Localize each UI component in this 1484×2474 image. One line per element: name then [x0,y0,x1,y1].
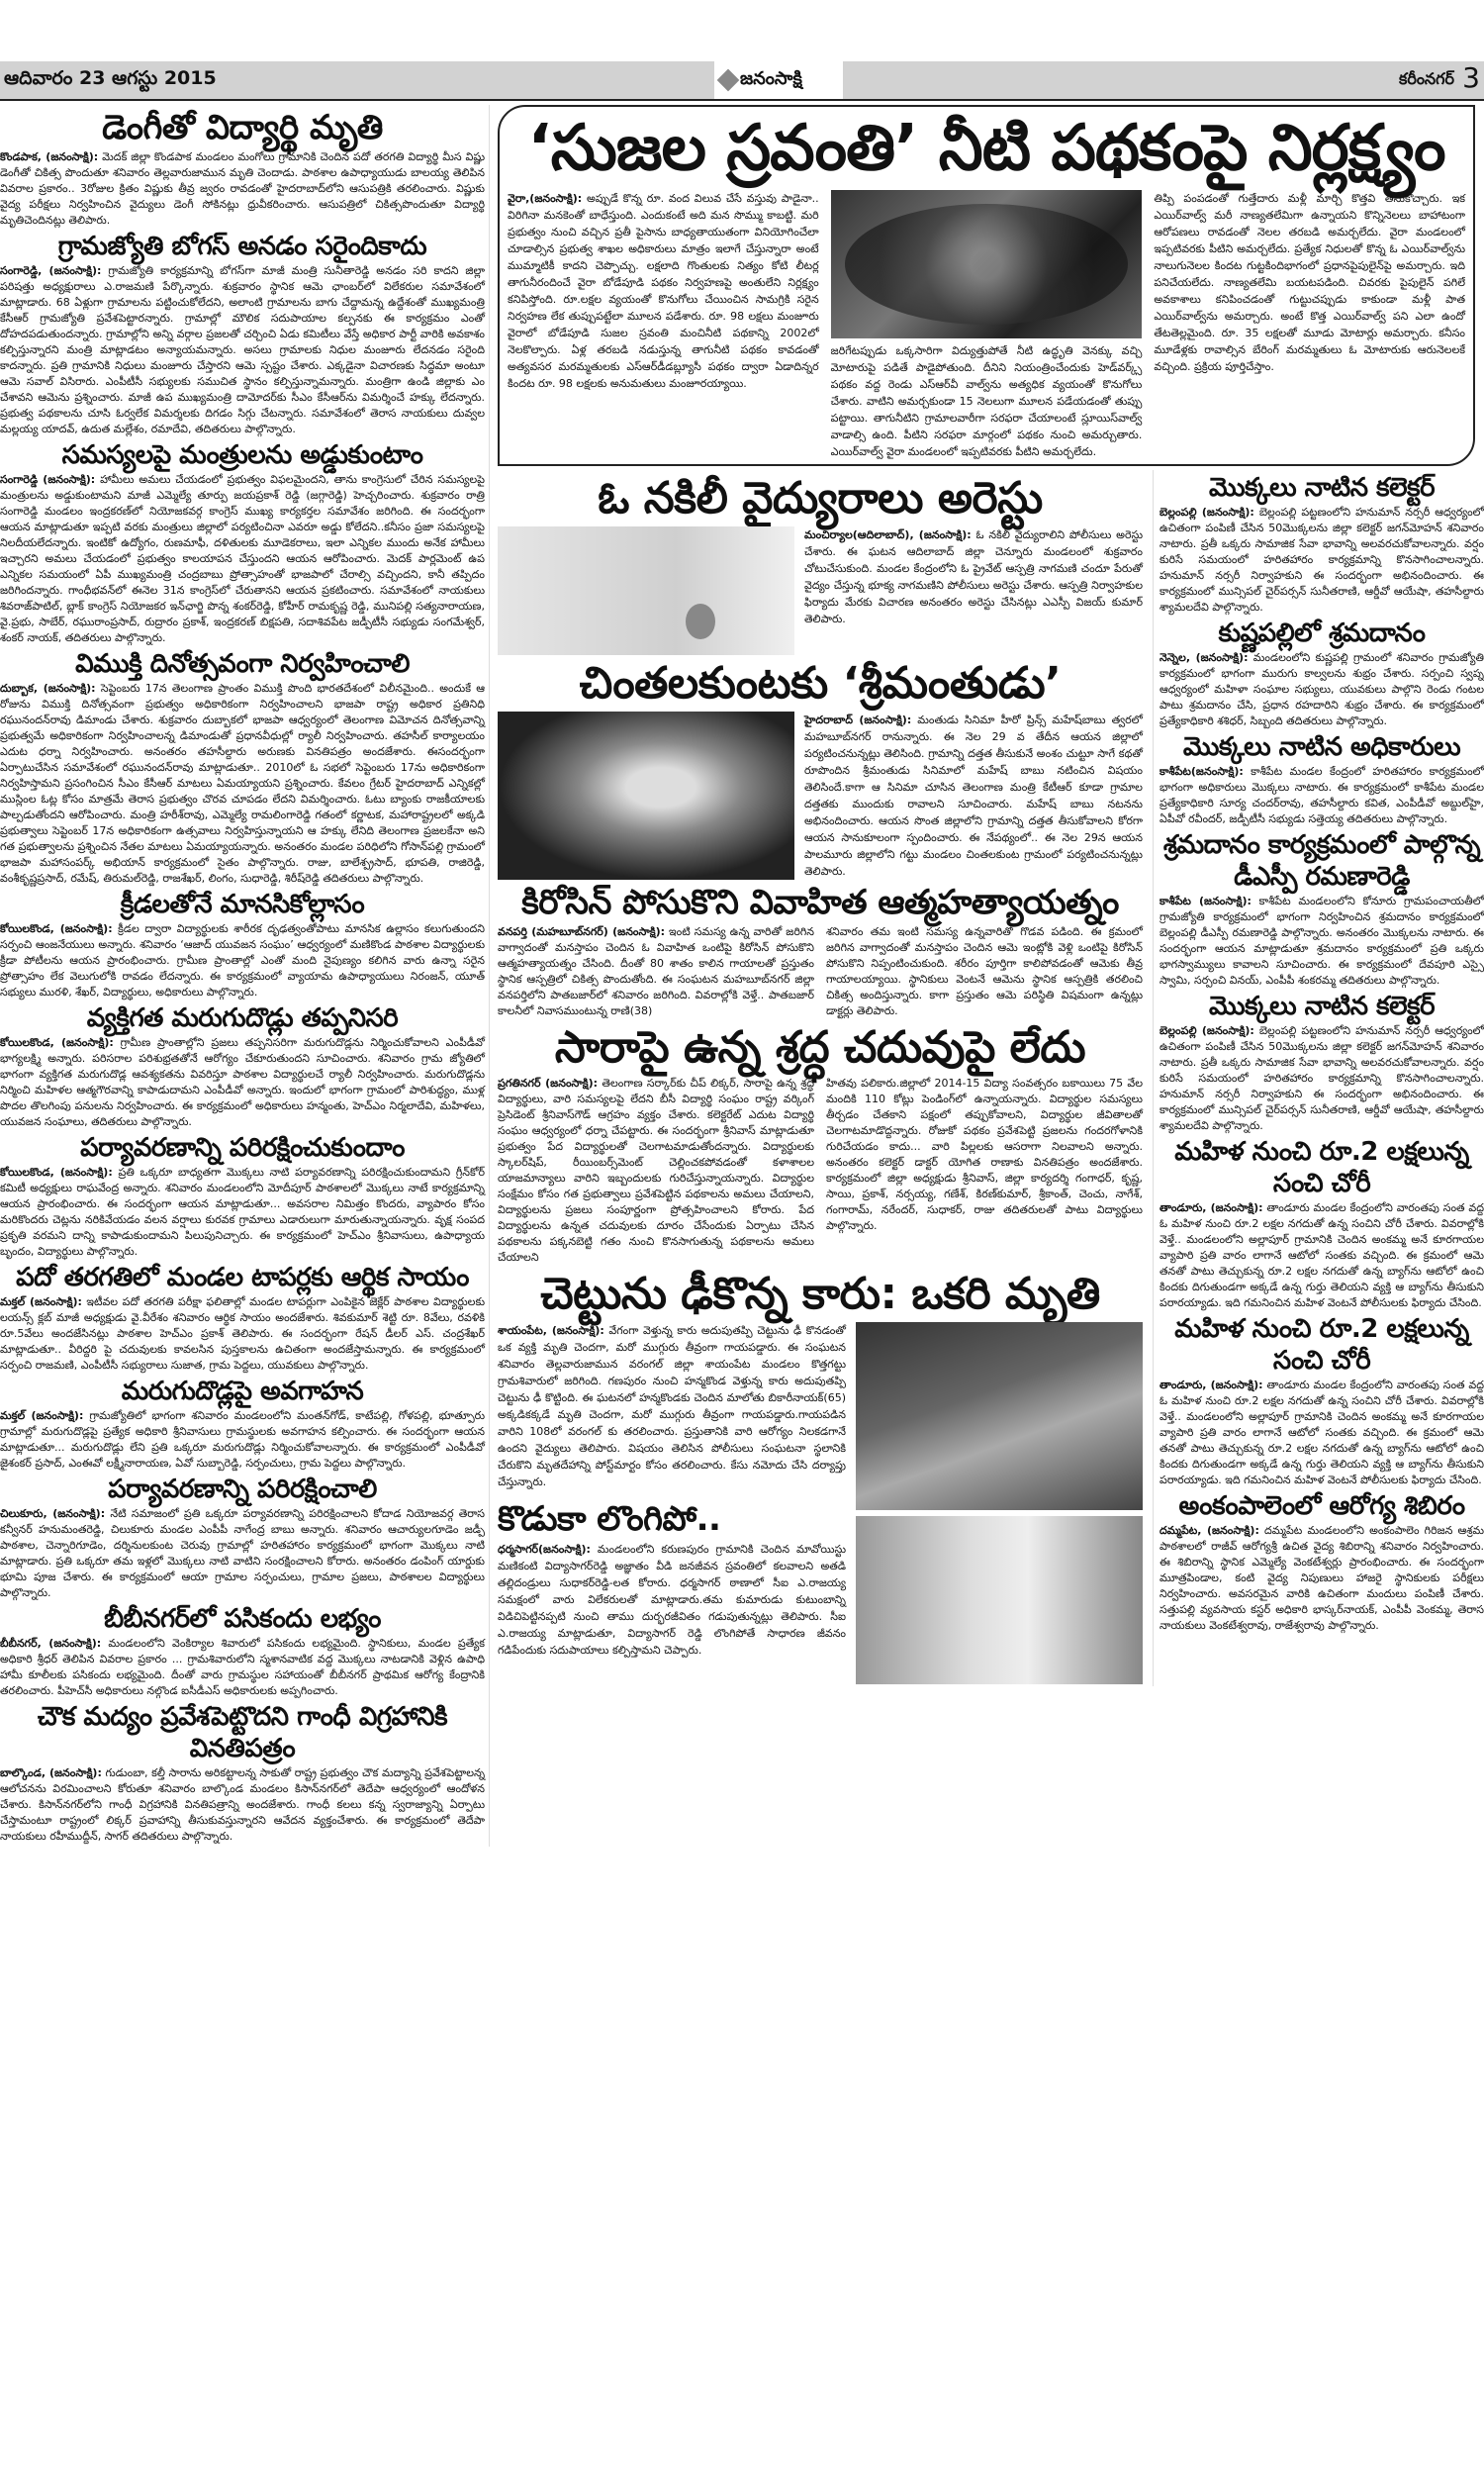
story-headline: డెంగీతో విద్యార్థి మృతి [102,108,383,147]
story-headline: సమస్యలపై మంత్రులను అడ్డుకుంటాం [61,440,423,470]
lead-text-2: జరిగేటప్పుడు ఒక్కసారిగా విద్యుత్తుపోతే నీటి ఉద్ధృతి వెనక్కు వచ్చి మోటారుపై పడితే పాడైపోతుంది. దీనిని నియంత్రించేందుకు హెడ్‌వర్క్స్ పథకం వద్ద రెండు ఎస్‌ఆర్‌వీ వాల్వ్‌ను అత్యధిక వ్యయంతో కొనుగోలు చేశారు. వాటిని అమర్చకుండా 15 నెలలుగా మూలన పడేయడంతో తుప్పు పట్టాయి. తాగునీటిని గ్రామాలవారీగా సరఫరా చేయాలంటే స్లూయిస్‌వాల్వ్ వాడాల్సి ఉంది. పీటిని సరఫరా మార్గంలో పథకం నుంచి అమర్చుతారు. ఎయిర్‌వాల్వ్ వైరా మండలంలో ఇప్పటివరకు పీటిని అమర్చలేదు. [830,344,1143,458]
story-body [1159,1378,1484,1488]
story-dateline: మక్తల్ (జనంసాక్షి): [0,1295,82,1308]
story-headline: కిరోసిన్ పోసుకొని వివాహిత ఆత్మహత్యాయత్నం [521,883,1119,922]
story-body [0,681,485,887]
story-headline: మొక్కలు నాటిన కలెక్టర్ [1208,473,1436,503]
issue-date: ఆదివారం 23 ఆగస్టు 2015 [4,67,217,89]
story-body [0,1765,485,1845]
logo-text: జనంసాక్షి [740,67,802,89]
story-body [804,712,1143,880]
story-text: హామీలు అమలు చేయడంలో ప్రభుత్వం విఫలమైందని, తాను కాంగ్రెసులో చేరిన సమస్యలపై మంత్రులను అడ్డుకుంటామని మాజీ ఎమ్మెల్యే తూర్పు జయప్రకాశ్ రెడ్డి (జగ్గారెడ్డి) హెచ్చరించారు. శుక్రవారం రాత్రి సంగారెడ్డి మండలం ఇంద్రకరణ్‌లో నియోజకవర్గ కాంగ్రెస్ ముఖ్య కార్యకర్తల సమావేశం జరిగింది. ఈ సందర్భంగా ఆయన మాట్లాడుతూ ఇప్పటి వరకు మంత్రులు జిల్లాలో పర్యటించినా ఎవరూ అడ్డు కోలేదని..కనీసం ప్రజా సమస్యలపై నిలదీయలేదన్నారు. ఇంటికో ఉద్యోగం, రుణమాఫీ, దళితులకు మూడెకరాలు, ఇలా ఎన్నికల ముందు అనేక హామీలు ఇచ్చారని అమలు చేయడంలో ప్రభుత్వం కాలయాపన చేస్తుందని ఆయన ఆరోపించారు. మెదక్ పార్లమెంట్ ఉప ఎన్నికల సమయంలో ఏపీ ముఖ్యమంత్రి చంద్రబాబు ప్రోత్సాహంతో భాజపాలో చేరాల్సి వచ్చిందని, కానీ తప్పిదం జరిగిందన్నారు. గాంధీభవన్‌లో ఈనెల 31న కాంగ్రెస్‌లో చేరుతానని ఆయన ప్రకటించారు. సమావేశంలో నాయకులు శివరాజ్‌పాటిల్, బ్లాక్ కాంగ్రెస్ నియోజకర ఇన్‌ఛార్జి పొన్న శంకర్‌రెడ్డి, కోహీర్ రామకృష్ణ రెడ్డి, మునిపల్లి సత్యనారాయణ, వై.ప్రభు, సాబేర్, రఘురాంప్రసాద్, రుద్రారం ప్రకాశ్, ఇంద్రకరణ్ బిక్షపతి, సదాశివపేట జడ్పీటీసీ సభ్యుడు సంగమేశ్వర్, శంకర్ నాయక్, తదితరులు పాల్గొన్నారు. [0,473,485,644]
story [1159,618,1484,729]
story-dateline: కాశీపేట (జనంసాక్షి): [1159,895,1252,907]
story-body [498,1322,846,1684]
story-dateline: తాండూరు, (జనంసాక్షి): [1159,1379,1263,1391]
story [0,1376,485,1472]
actor-portrait-photo [498,712,794,880]
story-text: దమ్మపేట మండలంలోని అంకంపాలెం గిరిజన ఆశ్రమ పాఠశాలలో రాజీవ్ ఆరోగ్యశ్రీ ఉచిత వైద్య శిబిరాన్ని శనివారం నిర్వహించారు. ఈ శిబిరాన్ని స్థానిక ఎమ్మెల్యే వెంకటేశ్వర్లు ప్రారంభించారు. ఈ సందర్భంగా మూత్రపిండాల, కంటి వైద్య నిపుణులు హాజరై స్థానికులకు పరీక్షలు నిర్వహించారు. అవసరమైన వారికి ఉచితంగా మందులు పంపిణీ చేశారు. సత్తుపల్లి వ్యవసాయ కస్టర్ అధికారి భాస్కర్‌నాయక్, ఎంపీపీ వెంకమ్మ, తెరాస నాయకులు వెంకటేశ్వరావు, రాజేశ్వరావు పాల్గొన్నారు. [1159,1524,1484,1632]
story-dateline: బీబీనగర్, (జనంసాక్షి): [0,1637,102,1650]
story [0,1262,485,1374]
story-srimanthudu [498,657,1143,880]
story [0,889,485,1000]
lead-story [498,105,1475,466]
story-body [0,921,485,1000]
lead-column-1 [508,190,819,460]
story [0,1603,485,1699]
story-headline: ఓ నకిలీ వైద్యురాలు అరెస్టు [598,473,1043,523]
story-dateline: కాశీపేట(జనంసాక్షి): [1159,765,1244,778]
logo-map-icon [717,69,740,92]
edition-name: కరీంనగర్ [1398,69,1454,88]
story-dateline: బెల్లంపల్లి (జనంసాక్షి): [1159,1024,1254,1037]
story-dateline: వనపర్తి (మహబూబ్‌నగర్) (జనంసాక్షి): [498,925,666,938]
story-fake-doctor [498,472,1143,655]
story-headline: కొడుకా లొంగిపో.. [498,1499,721,1539]
story-text: క్రీడల ద్వారా విద్యార్థులకు శారీరక దృఢత్వంతోపాటు మానసిక ఉల్లాసం కలుగుతుందని సర్పంచి ఆంజనేయులు అన్నారు. శనివారం ‘ఆజాద్ యువజన సంఘం’ ఆధ్వర్యంలో మణికొండ పాఠశాల విద్యార్థులకు క్రీడా పోటీలను ఆయన ప్రారంభించారు. గ్రామీణ ప్రాంతాల్లో ఎంతో మంది నైపుణ్యం కలిగిన వారు ఉన్నా సరైన ప్రోత్సాహం లేక వెలుగులోకి రావడం లేదన్నారు. ఈ కార్యక్రమంలో వ్యాయామ ఉపాధ్యాయులు నిరంజన్, యూత్ సభ్యులు మురళి, శేఖర్, విద్యార్థులు, అధికారులు పాల్గొన్నారు. [0,922,486,999]
left-column [0,105,490,1847]
story-text: తాండూరు మండల కేంద్రంలోని వారంతపు సంత వద్ద ఓ మహిళ నుంచి రూ.2 లక్షల నగదుతో ఉన్న సంచిని చోరీ చేశారు. వివరాల్లోకి వెళ్తే.. మండలంలోని అల్లాపూర్ గ్రామానికి చెందిన అంకమ్మ అనే కూరగాయల వ్యాపారి ప్రతి వారం లాగానే ఆటోలో సంతకు వచ్చింది. ఈ క్రమంలో ఆమె తనతో పాటు తెచ్చుకున్న రూ.2 లక్షల నగదుతో ఉన్న బ్యాగ్‌ను ఆటోలో ఉంచి కిందకు దిగుతుండగా అక్కడే ఉన్న గుర్తు తెలియని వ్యక్తి ఆ బ్యాగ్‌ను తీసుకుని పరారయ్యాడు. ఇది గమనించిన మహిళ వెంటనే పోలీసులకు ఫిర్యాదు చేసింది. [1159,1201,1484,1309]
story-text: గ్రామీణ ప్రాంతాల్లోని ప్రజలు తప్పనిసరిగా మరుగుదొడ్లను నిర్మించుకోవాలని ఎంపీడీవో భాగ్యలక్ష్మి అన్నారు. పరిసరాల పరిశుభ్రతతోనే ఆరోగ్యం చేకూరుతుందని సూచించారు. శనివారం గ్రామ జ్యోతిలో భాగంగా వ్యక్తిగత మరుగుదొడ్ల ఆవశ్యకతను వివరిస్తూ పాఠశాల విద్యార్థులచే ర్యాలీ నిర్వహించారు. మరుగుదొడ్లను నిర్మించి మహిళల ఆత్మగౌరవాన్ని కాపాడుదామని ఎంపీడీవో అన్నారు. ఇందులో భాగంగా గ్రామంలో పారిశుద్ధ్యం, ముళ్ల పొదల తొలగింపు పనులను నిర్వహించారు. ఈ కార్యక్రమంలో అధికారులు హన్మంతు, హెచ్‌ఎం నిర్మలాదేవి, మహిళలు, యువజన సంఘాలు, తదితరులు పాల్గొన్నారు. [0,1036,486,1128]
lead-text-1: అప్పుడే కొన్న రూ. వంద విలువ చేసే వస్తువు పాడైనా.. విరిగినా మనకెంతో బాధేస్తుంది. ఎందుకంటే అది మన సొమ్ము కాబట్టి. మరి ప్రభుత్వం నుంచి వచ్చిన ప్రతీ పైసాను బాధ్యతాయుతంగా వినియోగించేలా చూడాల్సిన ప్రభుత్వ శాఖల అధికారులు మాత్రం ఇలాగే చేస్తున్నారా అంటే ముమ్మాటికీ కాదని చెప్పొచ్చు. లక్షలాది గొంతులకు నిత్యం కోటి లీటర్ల తాగునీరందించే వైరా బోడేపూడి పథకం నిర్వహణపై అంతులేని నిర్లక్ష్యం కనిపిస్తోంది. రూ.లక్షల వ్యయంతో కొనుగోలు చేయించిన సామగ్రికి సరైన నిర్వహణ లేక తుప్పుపట్టేలా మూలన పడేశారు. రూ. 98 లక్షలు మంజూరు వైరాలో బోడేపూడి సుజల స్రవంతి మంచినీటి పథకాన్ని 2002లో నెలకొల్పారు. ఏళ్ల తరబడి నడుస్తున్న తాగునీటి పథకం కావడంతో అత్యవసర మరమ్మతులకు ఎస్‌ఆర్‌డీడబ్ల్యూసీ పథకం ద్వారా ఏడాదిన్నర కిందట రూ. 98 లక్షలకు అనుమతులు మంజూరయ్యాయి. [508,192,819,390]
story-text: తాండూరు మండల కేంద్రంలోని వారంతపు సంత వద్ద ఓ మహిళ నుంచి రూ.2 లక్షల నగదుతో ఉన్న సంచిని చోరీ చేశారు. వివరాల్లోకి వెళ్తే.. మండలంలోని అల్లాపూర్ గ్రామానికి చెందిన అంకమ్మ అనే కూరగాయల వ్యాపారి ప్రతి వారం లాగానే ఆటోలో సంతకు వచ్చింది. ఈ క్రమంలో ఆమె తనతో పాటు తెచ్చుకున్న రూ.2 లక్షల నగదుతో ఉన్న బ్యాగ్‌ను ఆటోలో ఉంచి కిందకు దిగుతుండగా అక్కడే ఉన్న గుర్తు తెలియని వ్యక్తి ఆ బ్యాగ్‌ను తీసుకుని పరారయ్యాడు. ఇది గమనించిన మహిళ వెంటనే పోలీసులకు ఫిర్యాదు చేసింది. [1159,1379,1484,1486]
story-kerosene [498,882,1143,1019]
story-dateline: బెల్లంపల్లి (జనంసాక్షి): [1159,506,1254,519]
story [0,107,485,229]
story-text: మండలంలోని వెంకిర్యాల శివారులో పసికందు లభ్యమైంది. స్థానికులు, మండల ప్రత్యేక అధికారి శ్రీధర్ తెలిపిన వివరాల ప్రకారం ... గ్రామశివారులోని స్మశానవాటిక వద్ద మొక్కలు నాటడానికి వెళ్లిన ఉపాధి హామీ కూలీలకు పసికందు లభ్యమైంది. దీంతో వారు గ్రామస్థుల సహాయంతో బీబీనగర్ ప్రాథమిక ఆరోగ్య కేంద్రానికి తరలించారు. పీహెచ్‌సీ అధికారులు నల్గొండ ఐసీడీఎస్ అధికారులకు అప్పగించారు. [0,1637,485,1697]
family-photo [856,1516,1143,1684]
right-area [498,105,1484,1847]
story-headline: చౌక మద్యం ప్రవేశపెట్టొదని గాంధీ విగ్రహానికి వినతిపత్రం [37,1702,448,1763]
story-dateline: శాయంపేట, (జనంసాక్షి): [498,1324,604,1337]
doctor-stethoscope-photo [498,526,794,655]
story-headline: మొక్కలు నాటిన అధికారులు [1182,732,1461,762]
story-headline: మహిళ నుంచి రూ.2 లక్షలున్న సంచి చోరీ [1174,1137,1469,1198]
lead-dateline: వైరా,(జనంసాక్షి): [508,192,583,205]
page-grid [0,105,1484,1847]
story-text: ఇంటి సమస్య ఉన్న వారితో జరిగిన వాగ్వాదంతో మనస్తాపం చెందిన ఓ వివాహిత ఒంటిపై కిరోసిన్ పోసుకొని ఆత్మహత్యాయత్నం చేసింది. దీంతో 80 శాతం కాలిన గాయాలతో ప్రస్తుతం స్థానిక ఆస్పత్రిలో చికిత్స పొందుతోంది. ఈ సంఘటన మహబూబ్‌నగర్ జిల్లా వనపర్తిలోని పాతబజార్‌లో శనివారం జరిగింది. వివరాల్లోకి వెళ్తే.. పాతబజార్ కాలనీలో నివాసముంటున్న రాణి(38) [498,925,815,1017]
story-body [1159,894,1484,989]
story-headline: క్రీడలతోనే మానసికోల్లాసం [120,890,365,919]
lead-text-3: తిప్పి పంపడంతో గుత్తేదారు మళ్లీ మార్చి కొత్తవి తీసుకొచ్చారు. ఇక ఎయిర్‌వాల్వ్ మరీ నాణ్యతలేమిగా ఉన్నాయని కొన్నినెలలు బాహాటంగా ఆరోపణలు రావడంతో నెలల తరబడి అమర్చలేదు. వైరా మండలంలో ఇప్పటివరకు పీటిని అమర్చలేదు. ప్రత్యేక నిధులతో కొన్న ఓ ఎయిర్‌వాల్వ్‌ను నాలుగునెలల కిందట గుట్టకిందిభాగంలో ప్రధానపైపులైన్‌పై అమర్చారు. ఇది పనిచేయలేదు. నాణ్యతలేమి బయటపడింది. చివరకు పైపులైన్ పగిలే అవకాశాలు కనిపించడంతో గుట్టుచప్పుడు కాకుండా మళ్లీ పాత ఎయిర్‌వాల్వ్‌ను అమర్చారు. అంటే కొత్త ఎయిర్‌వాల్వ్ పని ఎలా ఉందో తేటతెల్లమైంది. రూ. 35 లక్షలతో మూడు మోటార్లు అమర్చారు. కనీసం మూడేళ్లకు రావాల్సిన బేరింగ్ మరమ్మతులు ఓ మోటారుకు ఆరునెలలకే వచ్చింది. ప్రక్రియ పూర్తిచేస్తాం. [1154,192,1466,373]
story-text: మండలంలోని కుష్ణపల్లి గ్రామంలో శనివారం గ్రామజ్యోతి కార్యక్రమంలో భాగంగా మురుగు కాల్వలను శుభ్రం చేశారు. సర్పంచి స్వప్న ఆధ్వర్యంలో మహిళా సంఘాల సభ్యులు, యువకులు పాల్గొని రెండు గంటల పాటు శ్రమదానం చేసి, ప్రధాన రహదారిని శుభ్రం చేశారు. ఈ కార్యక్రమంలో ప్రత్యేకాధికారి శశిధర్, సిబ్బంది తదితరులు పాల్గొన్నారు. [1159,651,1484,727]
lead-column-2 [831,190,1143,460]
story [1159,472,1484,616]
story-headline: సారాపై ఉన్న శ్రద్ధ చదువుపై లేదు [554,1022,1086,1073]
story-headline: గ్రామజ్యోతి బోగస్ అనడం సరైందికాదు [57,232,427,261]
story [1159,1136,1484,1311]
story-dateline: సంగారెడ్డి, (జనంసాక్షి): [0,264,102,277]
story-body [0,1294,485,1374]
story-dateline: ప్రగతినగర్ (జనంసాక్షి): [498,1077,599,1090]
story-headline: కుష్ణపల్లిలో శ్రమదానం [1218,618,1426,648]
story-body [0,1035,485,1130]
story-body [0,472,485,646]
story-headline: వ్యక్తిగత మరుగుదొడ్లు తప్పనిసరి [86,1003,399,1033]
story-text: మంతుడు సినిమా హీరో ప్రిన్స్ మహేష్‌బాబు త్వరలో మహబూబ్‌నగర్ రానున్నారు. ఈ నెల 29 వ తేదీన ఆయన జిల్లాలో పర్యటించనున్నట్లు తెలిసింది. గ్రామాన్ని దత్తత తీసుకునే అంశం చుట్టూ సాగే కథతో రూపొందిన శ్రీమంతుడు సినిమాలో మహేష్ బాబు నటించిన విషయం తెలిసిందే.కాగా ఆ సినిమా చూసిన తెలంగాణ మంత్రి కేటీఆర్ కూడా గ్రామాల దత్తతకు ముందుకు రావాలని సూచించారు. మహేష్ బాబు నటనను అభినందించారు. ఆయన సొంత జిల్లాలోని గ్రామాన్ని దత్తత తీసుకోవాలని కోరగా ఆయన సానుకూలంగా స్పందించారు. ఈ నేపథ్యంలో.. ఈ నెల 29న ఆయన పాలమూరు జిల్లాలోని గట్టు మండలం చింతలకుంట గ్రామంలో పర్యటించనున్నట్లు తెలిపారు. [804,714,1144,878]
story-headline: శ్రమదానం కార్యక్రమంలో పాల్గొన్న డీఎస్పీ రమణారెడ్డి [1162,830,1481,892]
story [0,439,485,646]
story-body [1159,1200,1484,1311]
story-text: మండలంలోని కరుణపురం గ్రామానికి చెందిన మావోయిస్టు మణికంటి విద్యాసాగర్‌రెడ్డి అజ్ఞాతం వీడి జనజీవన స్రవంతిలో కలవాలని అతడి తల్లిదండ్రులు సుధాకర్‌రెడ్డి-లత కోరారు. ధర్మసాగర్ ఠాణాలో సీఐ ఎ.రాజయ్య సమక్షంలో వారు విలేకరులతో మాట్లాడారు.తమ కుమారుడు కుటుంబాన్ని విడిచిపెట్టినప్పటి నుంచి తాము దుర్భరజీవితం గడుపుతున్నట్లు తెలిపారు. సీఐ ఎ.రాజయ్య మాట్లాడుతూ, విద్యాసాగర్ రెడ్డి లొంగిపోతే సాధారణ జీవనం గడిపేందుకు సదుపాయాలు కల్పిస్తామని చెప్పారు. [498,1543,847,1657]
story-dateline: మక్తల్ (జనంసాక్షి): [0,1409,84,1422]
story-dateline: హైదరాబాద్ (జనంసాక్షి): [804,714,912,726]
story-text: మెదక్ జిల్లా కొండపాక మండలం మంగోలు గ్రామానికి చెందిన పదో తరగతి విద్యార్థి మీస విష్ణు డెంగీతో చికిత్స పొందుతూ శనివారం తెల్లవారుజామున మృతి చెందాడు. పాఠశాల ఉపాధ్యాయుడు బాలయ్య తెలిపిన వివరాల ప్రకారం.. 3రోజుల క్రితం విష్ణుకు తీవ్ర జ్వరం రావడంతో హైదరాబాద్‌లోని ఆసుపత్రికి తరలించారు. విష్ణుకు వైద్య పరీక్షలు నిర్వహించిన వైద్యులు డెంగీ సోకినట్లు ధ్రువీకరించారు. ఆసుపత్రిలో చికిత్సపొందుతూ విద్యార్థి మృతిచెందినట్లు తెలిపారు. [0,150,485,227]
story [1159,731,1484,827]
story [0,1132,485,1260]
story-headline: మరుగుదొడ్లపై అవగాహన [121,1377,364,1406]
story-text: గ్రామజ్యోతిలో భాగంగా శనివారం మండలంలోని మంతన్‌గోడ్, కాటేపల్లి, గోళపల్లి, భూత్పూరు గ్రామాల్లో మరుగుదొడ్లపై ప్రత్యేక అధికారి శ్రీనివాసులు గ్రామస్థులకు అవగాహన కల్పించారు. ఈ సందర్భంగా ఆయన మాట్లాడుతూ... మరుగుదొడ్లు లేని ప్రతి ఒక్కరూ మరుగుదొడ్లు నిర్మించుకోవాలన్నారు. ఈ కార్యక్రమంలో ఎంపీడీవో జైశంకర్ ప్రసాద్, ఎంఈవో లక్ష్మీనారాయణ, ఏవో సుబ్బారెడ్డి, సర్పంచులు, గ్రామ పెద్దలు పాల్గొన్నారు. [0,1409,486,1470]
story-text: ఓ నకిలీ వైద్యురాలిని పోలీసులు అరెస్టు చేశారు. ఈ ఘటన ఆదిలాబాద్ జిల్లా చెన్నూరు మండలంలో శుక్రవారం చోటుచేసుకుంది. మండల కేంద్రంలోని ఓ ప్రైవేట్ ఆస్పత్రి నాగమణి చందూ పేరుతో వైద్యం చేస్తున్న భూక్య నాగమణిని పోలీసులు అరెస్టు చేశారు. ఆస్పత్రి నిర్వాహకుల ఫిర్యాదు మేరకు విచారణ అనంతరం అరెస్టు చేసినట్లు ఎఎస్పీ విజయ్ కుమార్ తెలిపారు. [804,528,1144,625]
story-dateline: తాండూరు, (జనంసాక్షి): [1159,1201,1263,1214]
story-headline: అంకంపాలెంలో ఆరోగ్య శిబిరం [1178,1491,1465,1521]
story-text: ప్రతి ఒక్కరూ బాధ్యతగా మొక్కలు నాటి పర్యావరణాన్ని పరిరక్షించుకుందామని గ్రీన్‌కోర్ కమిటీ అధ్యక్షులు రాఘవేంద్ర అన్నారు. శనివారం మండలంలోని మోదీపూర్ పాఠశాలలో మొక్కలు నాటే కార్యక్రమాన్ని ఆయన ప్రారంభించారు. ఈ సందర్భంగా ఆయన మాట్లాడుతూ... అవసరాల నిమిత్తం కొందరు, వ్యాపారం కోసం మరికొందరు చెట్లను నరికివేయడం వలన వర్షాలు కురవక గ్రామాలు ఎడారులుగా మారుతున్నాయన్నారు. వృక్ష సంపద ప్రకృతి వరమని దాన్ని కాపాడుకుందామని పిలుపునిచ్చారు. ఈ కార్యక్రమంలో హెచ్‌ఎం శ్రీనివాసులు, ఉపాధ్యాయ బృందం, విద్యార్థులు పాల్గొన్నారు. [0,1166,485,1258]
story-dateline: కోయిలకొండ, (జనంసాక్షి): [0,1166,113,1179]
page-number: 3 [1462,61,1480,94]
story-body [1159,650,1484,729]
story-dateline: నెన్నెల, (జనంసాక్షి): [1159,651,1249,664]
story-text: గ్రామజ్యోతి కార్యక్రమాన్ని బోగస్‌గా మాజీ మంత్రి సునీతారెడ్డి అనడం సరి కాదని జిల్లా పరిషత్తు అధ్యక్షురాలు ఎ.రాజమణి పేర్కొన్నారు. శుక్రవారం స్థానిక ఆమె ఛాంబర్‌లో విలేకరుల సమావేశంలో మాట్లాడారు. 68 ఏళ్లుగా గ్రామాలను పట్టించుకోలేదని, అలాంటి గ్రామాలను బాగు చేద్దామన్న ఉద్దేశంతో ముఖ్యమంత్రి కేసీఆర్ గ్రామజ్యోతి ప్రవేశపెట్టారన్నారు. గ్రామాల్లో మౌలిక సదుపాయాల కల్పనకు ఈ కార్యక్రమం ఎంతో దోహదపడుతుందన్నారు. గ్రామాల్లోని అన్ని వర్గాల ప్రజలతో చర్చించి ఏడు కమిటీలు వేస్తే అధికార పార్టీ వారికి అవకాశం కల్పిస్తున్నారని మంత్రి మాట్లాడటం అన్యాయమన్నారు. అసలు గ్రామాలకు నిధుల మంజూరు లేదనడం సరైంది కాదన్నారు. ప్రతి గ్రామానికి నిధులు మంజూరు చేస్తారని ఆమె స్పష్టం చేశారు. ఎక్కడైనా విచారణకు సిద్ధమా అంటూ ఆమె సవాల్ విసిరారు. ఎంపీటీసీ సభ్యులకు సముచిత స్థానం కల్పిస్తున్నామన్నారు. మంత్రిగా ఉండి జిల్లాకు ఎం చేశావని ఆమెను ప్రశ్నించారు. మాజీ ఉప ముఖ్యమంత్రి దామోదర్‌కు సీఎం కేసీఆర్‌ను విమర్శించే హక్కు లేదన్నారు. ప్రభుత్వ పథకాలను చూసి ఓర్వలేక విమర్శలకు దిగడం సిగ్గు చేటన్నారు. సమావేశంలో తెరాస నాయకులు దువ్వల మల్లయ్య యాదవ్, ఉదుత మల్లేశం, రమాదేవి, తదితరులు పాల్గొన్నారు. [0,264,485,435]
story-body [1159,505,1484,616]
story-dateline: దుబ్బాక, (జనంసాక్షి): [0,682,96,695]
car-accident-photo [856,1322,1143,1510]
newspaper-logo [714,61,843,99]
story-text: సెప్టెంబరు 17న తెలంగాణ ప్రాంతం విముక్తి పొంది భారతదేశంలో విలీనమైంది.. అందుకే ఆ రోజును విముక్తి దినోత్సవంగా ప్రభుత్వం అధికారికంగా నిర్వహించాలని భాజపా రాష్ట్ర అధికార ప్రతినిధి రఘునందన్‌రావు డిమాండు చేశారు. శుక్రవారం దుబ్బాకలో భాజపా ఆధ్వర్యంలో తెలంగాణ విమోచన దినోత్సవాన్ని ప్రభుత్వమే అధికారికంగా నిర్వహించాలన్న డిమాండుతో ప్రధానవీధుల్లో ర్యాలీ నిర్వహించారు. తహసీల్ కార్యాలయం ఎదుట ధర్నా నిర్వహించారు. అనంతరం తహసీల్దారు అరుణకు వినతిపత్రం అందజేశారు. ఈసందర్భంగా ఏర్పాటుచేసిన సమావేశంలో రఘునందన్‌రావు మాట్లాడుతూ.. 2010లో ఓ సభలో సెప్టెంబరు 17ను అధికారికంగా నిర్వహిస్తామని ప్రసంగించిన సీఎం కేసీఆర్ మాటలు ఏమయ్యాయని ప్రశ్నించారు. కేవలం గ్రేటర్ హైదరాబాద్ ఎన్నికల్లో ముస్లింల ఓట్ల కోసం మాత్రమే తెరాస ప్రభుత్వం చొరవ చూపడం లేదని విమర్శించారు. ఓటు బ్యాంకు రాజకీయాలకు పాల్పడుతోందని ఆరోపించారు. మంత్రి హరీశ్‌రావు, ఎమ్మెల్యే రామలింగారెడ్డి గతంలో కర్ణాటక, మహారాష్ట్రలలో అక్కడి ప్రభుత్వాలు సెప్టెంబర్ 17న అధికారికంగా ఉత్సవాలు నిర్వహిస్తున్నాయని ఆ హక్కు లేనిది తెలంగాణ ప్రజలకేనా అని గత ప్రభుత్వాలను ప్రశ్నించిన నేతల మాటలు ఏమయ్యాయన్నారు. అనంతరం మండల పరిధిలోని గోసాన్‌పల్లి గ్రామంలో భాజపా మహాసంపర్క్ అభియాన్ కార్యక్రమంలో సైతం పాల్గొన్నారు. రాజు, బాలేశ్ప్రసాద్, భూపతి, రాజిరెడ్డి, వంశీకృష్ణప్రసాద్, రమేష్, తిరుమల్‌రెడ్డి, రాజశేఖర్, లింగం, సుధారెడ్డి, శిరీష్‌రెడ్డి తదితరులు పాల్గొన్నారు. [0,682,486,885]
story-text: కాశీపేట మండల కేంద్రంలో హరితహారం కార్యక్రమంలో భాగంగా అధికారులు మొక్కలు నాటారు. ఈ కార్యక్రమంలో కాశీపేట మండల ప్రత్యేకాధికారి సూర్య చందర్‌రావు, తహసీల్దారు కవిత, ఎంపీడీవో అబ్దుల్‌హై, ఏపీవో రవీందర్, జడ్పీటీసీ సభ్యుడు సత్తెయ్య తదితరులు పాల్గొన్నారు. [1159,765,1484,825]
story-headline: మొక్కలు నాటిన కలెక్టర్ [1208,992,1436,1021]
story-dateline: బాల్కొండ, (జనంసాక్షి): [0,1766,102,1779]
story [1159,829,1484,989]
story-body [0,149,485,229]
story-dateline: ధర్మసాగర్(జనంసాక్షి): [498,1543,591,1556]
pipes-valves-photo [831,190,1143,338]
story-body [804,526,1143,655]
story-headline: చింతలకుంటకు ‘శ్రీమంతుడు’ [579,658,1062,709]
middle-column [498,470,1143,1686]
story-dateline: మంచిర్యాల(ఆదిలాబాద్), (జనంసాక్షి): [804,528,972,541]
story-headline: మహిళ నుంచి రూ.2 లక్షలున్న సంచి చోరీ [1174,1314,1469,1376]
story [1159,1490,1484,1634]
story-text: బెల్లంపల్లి పట్టణంలోని హనుమాన్ నర్సరీ ఆధ్వర్యంలో ఉచితంగా పంపిణీ చేసిన 50మొక్కలను జిల్లా కలెక్టర్ జగన్‌మోహన్ శనివారం నాటారు. ప్రతీ ఒక్కరు సామాజిక సేవా భావాన్ని అలవరచుకోవాలన్నారు. వర్షం కురిసే సమయంలో హరితహారం కార్యక్రమాన్ని కొనసాగించాలన్నారు. హనుమాన్ నర్సరీ నిర్వాహకుని ఈ సందర్భంగా అభినందించారు. ఈ కార్యక్రమంలో మున్సిపల్ చైర్‌పర్సన్ సునీతరాణి, ఆర్డీవో ఆయేషా, తహసీల్దారు శ్యామలదేవి పాల్గొన్నారు. [1159,1024,1484,1132]
story-body [0,1636,485,1699]
story-text: నేటి సమాజంలో ప్రతి ఒక్కరూ పర్యావరణాన్ని పరిరక్షించాలని కోదాడ నియోజవర్గ తెరాస కన్వీనర్ హనుమంతరెడ్డి, చిలుకూరు మండల ఎంపీపీ నాగేంద్ర బాబు అన్నారు. శనివారం ఆచార్యులగూడెం జడ్పీ పాఠశాల, చెన్నారిగూడెం, దర్శినులకుంట చెరువు గ్రామాల్లో హరితహారం కార్యక్రమంలో భాగంగా మొక్కలు నాటి మాట్లాడారు. ప్రతి ఒక్కరూ తమ ఇళ్లలో మొక్కలు నాటి వాటిని సంరక్షించాలని కోరారు. అనంతరం డంపింగ్ యార్డుకు భూమి పూజ చేశారు. ఈ కార్యక్రమంలో ఆయా గ్రామాల సర్పంచులు, గ్రామాల ప్రజలు, పాఠశాలల విద్యార్థులు పాల్గొన్నారు. [0,1507,485,1599]
story-body [0,263,485,437]
story-text: కాశీపేట మండలంలోని కోనూరు గ్రామపంచాయతీలో గ్రామజ్యోతి కార్యక్రమంలో భాగంగా నిర్వహించిన శ్రమదానం కార్యక్రమంలో బెల్లంపల్లి డీఎస్పీ రమణారెడ్డి పాల్గొన్నారు. అనంతరం మొక్కలను నాటారు. ఈ సందర్భంగా ఆయన మాట్లాడుతూ శ్రమదానం కార్యక్రమంలో ప్రతి ఒక్కరు భాగస్వామ్యులు కావాలని సూచించారు. ఈ కార్యక్రమంలో దేవపూరి ఎస్సై స్వామి, సర్పంచి వినయ్, ఎంపీపీ శంకరమ్మ తదితరులు పాల్గొన్నారు. [1159,895,1484,987]
story-liquor-education [498,1021,1143,1266]
story [0,1002,485,1130]
story-dateline: కోయిలకొండ, (జనంసాక్షి): [0,922,113,935]
lead-headline: ‘సుజల స్రవంతి’ నీటి పథకంపై నిర్లక్ష్యం [527,112,1445,185]
story-body-left [498,924,814,1019]
right-column [1153,470,1484,1686]
story-dateline: సంగారెడ్డి (జనంసాక్షి): [0,473,96,486]
story-text: గుడుంబా, కల్తీ సారాను అరికట్టాలన్న సాకుతో రాష్ట్ర ప్రభుత్వం చౌక మద్యాన్ని ప్రవేశపెట్టాలన్న ఆలోచనను విరమించాలని కోరుతూ శనివారం బాల్కొండ మండలం కిసాన్‌నగర్‌లో తెదేపా ఆధ్వర్యంలో ఆందోళన చేశారు. కిసాన్‌నగర్‌లోని గాంధీ విగ్రహానికి వినతిపత్రాన్ని అందజేశారు. గాంధీ కలలు కన్న స్వరాజ్యాన్ని ఏర్పాటు చేస్తామంటూ రాష్ట్రంలో లిక్కర్ ప్రవాహాన్ని తీసుకువస్తున్నారని ఆవేదన వ్యక్తంచేశారు. ఈ కార్యక్రమంలో తెదేపా నాయకులు రహీముద్దీన్, సాగర్ తదితరులు పాల్గొన్నారు. [0,1766,486,1843]
story-headline: విముక్తి దినోత్సవంగా నిర్వహించాలి [75,649,410,679]
story [0,648,485,887]
story [0,231,485,437]
story-text: వేగంగా వెళ్తున్న కారు అదుపుతప్పి చెట్టును ఢీ కొనడంతో ఒక వ్యక్తి మృతి చెందగా, మరో ముగ్గురు తీవ్రంగా గాయపడ్డారు. ఈ సంఘటన శనివారం తెల్లవారుజామున వరంగల్ జిల్లా శాయంపేట మండలం కొత్తగట్టు గ్రామశివారులో జరిగింది. గణపురం నుంచి హన్మకొండ వెళ్తున్న కారు అదుపుతప్పి చెట్టును ఢీ కొట్టింది. ఈ ఘటనలో హన్మకొండకు చెందిన మాలోతు బికారీనాయక్(65) అక్కడికక్కడే మృతి చెందగా, మరో ముగ్గురు తీవ్రంగా గాయపడ్డారు.గాయపడిన వారిని 108లో వరంగల్ కు తరలించారు. ప్రస్తుతానికి వారి ఆరోగ్యం నిలకడగానే ఉందని వైద్యులు తెలిపారు. విషయం తెలిసిన పోలీసులు సంఘటనా స్థలానికి చేరుకొని మృతదేహాన్ని పోస్ట్‌మార్టం కోసం తరలించారు. కేసు నమోదు చేసి దర్యాప్తు చేస్తున్నారు. [498,1324,847,1488]
story-text: తెలంగాణ సర్కార్‌కు చీప్ లిక్కర్, సారాపై ఉన్న శ్రద్ధ విద్యార్థులు, వారి సమస్యలపై లేదని బీసీ విద్యార్థి సంఘం రాష్ట్ర వర్కింగ్ ప్రెసిడెంట్ శ్రీనివాస్‌గౌడ్ ఆగ్రహం వ్యక్తం చేశారు. కలెక్టరేట్ ఎదుట విద్యార్థి సంఘం ఆధ్వర్యంలో ధర్నా చేపట్టారు. ఈ సందర్భంగా శ్రీనివాస్ మాట్లాడుతూ ప్రభుత్వం పేద విద్యార్థులతో చెలగాటమాడుతోందన్నారు. విద్యార్థులకు స్కాలర్‌షిప్, రీయింబర్స్‌మెంట్ చెల్లించకపోవడంతో కళాశాలల యాజమాన్యాలు వారిని ఇబ్బందులకు గురిచేస్తున్నాయన్నారు. విద్యార్థుల సంక్షేమం కోసం గత ప్రభుత్వాలు ప్రవేశపెట్టిన పథకాలను అమలు చేయాలని, విద్యార్థులను ప్రజలు సంపూర్ణంగా ప్రోత్సహించాలని కోరారు. పేద విద్యార్థులను ఉన్నత చదువులకు దూరం చేసేందుకు ఏర్పాటు చేసిన పథకాలను పక్కనబెట్టి గతం నుంచి కొనసాగుతున్న పథకాలను అమలు చేయాలని [498,1077,815,1264]
story-headline: పదో తరగతిలో మండల టాపర్లకు ఆర్థిక సాయం [16,1263,469,1292]
story-body-right: హితవు పలికారు.జిల్లాలో 2014-15 విద్యా సంవత్సరం బకాయిలు 75 వేల మందికి 110 కోట్లు పెండింగ్‌లో ఉన్నాయన్నారు. విద్యార్థుల సమస్యలు తీర్చడం చేతకాని పక్షంలో తప్పుకోవాలని, విద్యార్థుల జీవితాలతో చెలగాటమాడొద్దన్నారు. రోజుకో పథకం ప్రవేశపెట్టి ప్రజలను గందరగోళానికి గురిచేయడం కాదు... వారి పిల్లలకు ఆసరాగా నిలవాలని అన్నారు. అనంతరం కలెక్టర్ డాక్టర్ యోగిత రాణాకు వినతిపత్రం అందజేశారు. కార్యక్రమంలో జిల్లా అధ్యక్షుడు శ్రీనివాస్, జిల్లా కార్యదర్శి గంగాధర్, కృష్ణ, సాయి, ప్రకాశ్, నర్సయ్య, గణేశ్, కిరణ్‌కుమార్, శ్రీకాంత్, చెంచు, నాగేశ్, గంగారామ్, నరేందర్, సుధాకర్, రాజు తదితరులతో పాటు విద్యార్థులు పాల్గొన్నారు. [826,1077,1143,1232]
story [0,1474,485,1601]
story-body [0,1506,485,1601]
masthead [0,61,1484,101]
story-dateline: దమ్మపేట, (జనంసాక్షి): [1159,1524,1259,1537]
story-car-accident [498,1268,1143,1684]
story-text: బెల్లంపల్లి పట్టణంలోని హనుమాన్ నర్సరీ ఆధ్వర్యంలో ఉచితంగా పంపిణీ చేసిన 50మొక్కలను జిల్లా కలెక్టర్ జగన్‌మోహన్ శనివారం నాటారు. ప్రతీ ఒక్కరు సామాజిక సేవా భావాన్ని అలవరచుకోవాలన్నారు. వర్షం కురిసే సమయంలో హరితహారం కార్యక్రమాన్ని కొనసాగించాలన్నారు. హనుమాన్ నర్సరీ నిర్వాహకుని ఈ సందర్భంగా అభినందించారు. ఈ కార్యక్రమంలో మున్సిపల్ చైర్‌పర్సన్ సునీతరాణి, ఆర్డీవో ఆయేషా, తహసీల్దారు శ్యామలదేవి పాల్గొన్నారు. [1159,506,1484,614]
story-text: ఇటీవల పదో తరగతి పరీక్షా ఫలితాల్లో మండల టాపర్లుగా ఎంపికైన జెక్లేర్ పాఠశాల విద్యార్థులకు లయన్స్ క్లబ్ మాజీ అధ్యక్షుడు వై.వీరేశం శనివారం ఆర్థిక సాయం అందజేశారు. శివకుమార్ శెట్టి రూ. 8వేలు, రవళికి రూ.5వేలు అందజేసినట్లు పాఠశాల హెచ్‌ఎం ప్రకాశ్ తెలిపారు. ఈ సందర్భంగా రేషన్ డీలర్ ఎస్. చంద్రశేఖర్ మాట్లాడుతూ.. వీరిద్దరి పై చదువులకు కావలసిన పుస్తకాలను ఉచితంగా అందజేస్తామన్నారు. ఈ కార్యక్రమంలో సర్పంచి రాజమణి, ఎంపీటీసీ సభ్యురాలు సుజాత, గ్రామ పెద్దలు, యువకులు పాల్గొన్నారు. [0,1295,486,1372]
story-dateline: చిలుకూరు, (జనంసాక్షి): [0,1507,106,1520]
story-body [0,1408,485,1472]
story-headline: పర్యావరణాన్ని పరిరక్షించాలి [108,1475,377,1504]
story-body [1159,1523,1484,1634]
story [1159,1313,1484,1488]
story [0,1701,485,1845]
story-body-left [498,1076,814,1266]
story-headline: బీబీనగర్‌లో పసికందు లభ్యం [104,1604,381,1634]
story [1159,991,1484,1134]
story-dateline: కొండపాక, (జనంసాక్షి): [0,150,99,163]
story-body [0,1165,485,1260]
story-body [1159,764,1484,827]
story-body-right: శనివారం తమ ఇంటి సమస్య ఉన్నవారితో గొడవ పడింది. ఈ క్రమంలో జరిగిన వాగ్వాదంతో మనస్తాపం చెందిన ఆమె ఇంట్లోకి వెళ్లి ఒంటిపై కిరోసిన్ పోసుకొని నిప్పంటించుకుంది. శరీరం పూర్తిగా కాలిపోవడంతో ఆమెకు తీవ్ర గాయాలయ్యాయి. స్థానికులు వెంటనే ఆమెను స్థానిక ఆస్పత్రికి తరలించి చికిత్స అందిస్తున్నారు. కాగా ప్రస్తుతం ఆమె పరిస్థితి విషమంగా ఉన్నట్లు డాక్టర్లు తెలిపారు. [826,925,1143,1017]
story-dateline: కోయిలకొండ, (జనంసాక్షి): [0,1036,114,1049]
story-headline: పర్యావరణాన్ని పరిరక్షించుకుందాం [80,1133,405,1163]
story-headline: చెట్టును ఢీకొన్న కారు: ఒకరి మృతి [540,1269,1100,1319]
lead-column-3 [1154,190,1465,460]
story-body [1159,1023,1484,1134]
